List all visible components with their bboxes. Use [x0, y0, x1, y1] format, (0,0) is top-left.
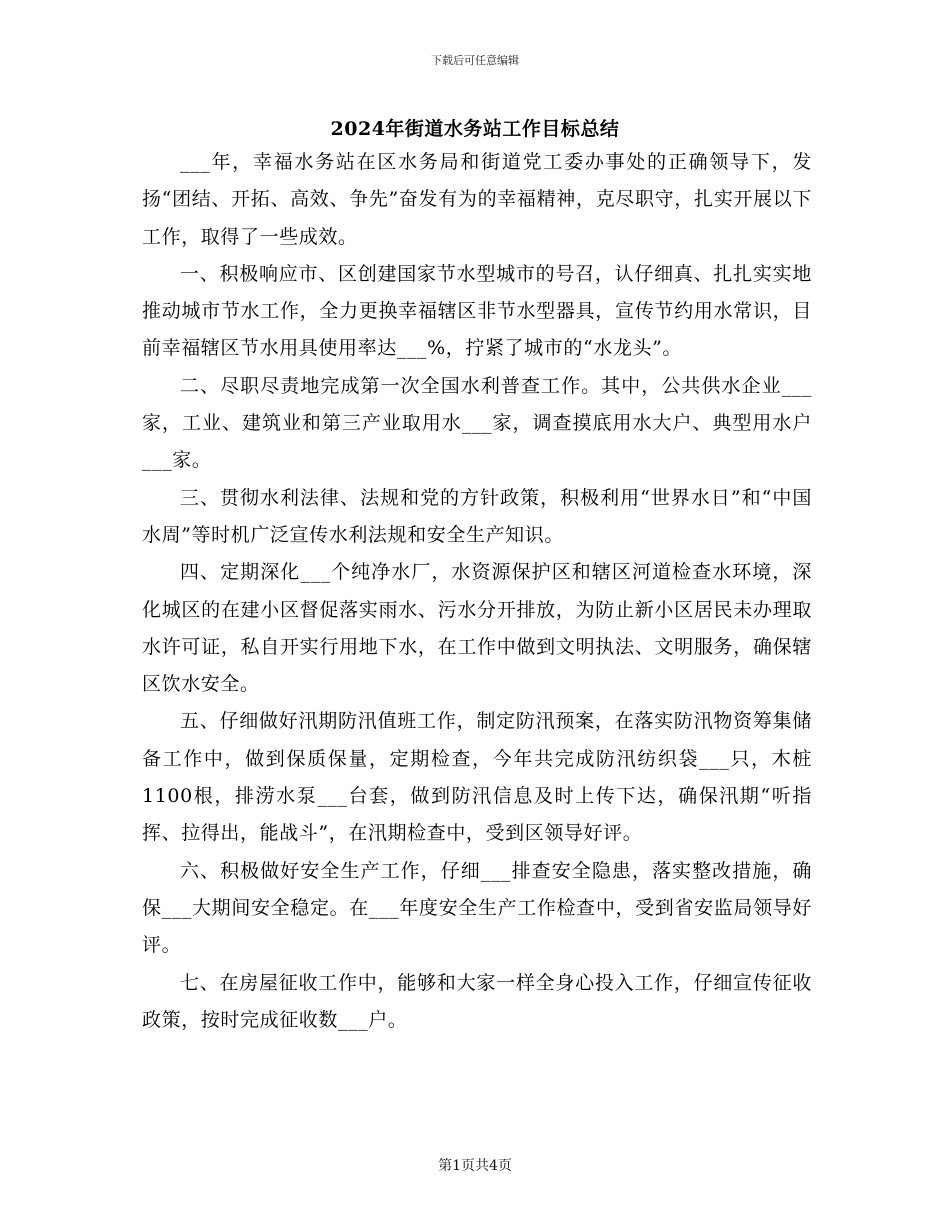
paragraph-item-7: 七、在房屋征收工作中，能够和大家一样全身心投入工作，仔细宣传征收政策，按时完成征收数___户。: [142, 971, 812, 1031]
paragraph-item-5: 五、仔细做好汛期防汛值班工作，制定防汛预案，在落实防汛物资筹集储备工作中，做到保质保量，定期检查，今年共完成防汛纺织袋___只，木桩1100根，排涝水泵___台套，做到防汛信息及时上传下达，确保汛期“听指挥、拉得出，能战斗”，在汛期检查中，受到区领导好评。: [142, 710, 812, 845]
paragraph-item-6: 六、积极做好安全生产工作，仔细___排查安全隐患，落实整改措施，确保___大期间安全稳定。在___年度安全生产工作检查中，受到省安监局领导好评。: [142, 859, 812, 957]
document-title: 2024年街道水务站工作目标总结: [330, 118, 620, 140]
paragraph-item-1: 一、积极响应市、区创建国家节水型城市的号召，认仔细真、扎扎实实地推动城市节水工作，全力更换幸福辖区非节水型器具，宣传节约用水常识，目前幸福辖区节水用具使用率达___%，拧紧了城市的“水龙头”。: [142, 262, 812, 360]
paragraph-item-2: 二、尽职尽责地完成第一次全国水利普查工作。其中，公共供水企业___家，工业、建筑业和第三产业取用水___家，调查摸底用水大户、典型用水户___家。: [142, 374, 812, 472]
document-body: [142, 144, 812, 1039]
paragraph-item-4: 四、定期深化___个纯净水厂，水资源保护区和辖区河道检查水环境，深化城区的在建小区督促落实雨水、污水分开排放，为防止新小区居民未办理取水许可证，私自开实行用地下水，在工作中做到文明执法、文明服务，确保辖区饮水安全。: [142, 561, 812, 696]
paragraph-intro: ___年，幸福水务站在区水务局和街道党工委办事处的正确领导下，发扬“团结、开拓、高效、争先”奋发有为的幸福精神，克尽职守，扎实开展以下工作，取得了一些成效。: [142, 151, 812, 248]
paragraph-item-3: 三、贯彻水利法律、法规和党的方针政策，积极利用“世界水日”和“中国水周”等时机广泛宣传水利法规和安全生产知识。: [142, 486, 812, 546]
header-note: 下载后可任意编辑: [431, 54, 519, 67]
page-number: 第1页共4页: [438, 1158, 512, 1174]
